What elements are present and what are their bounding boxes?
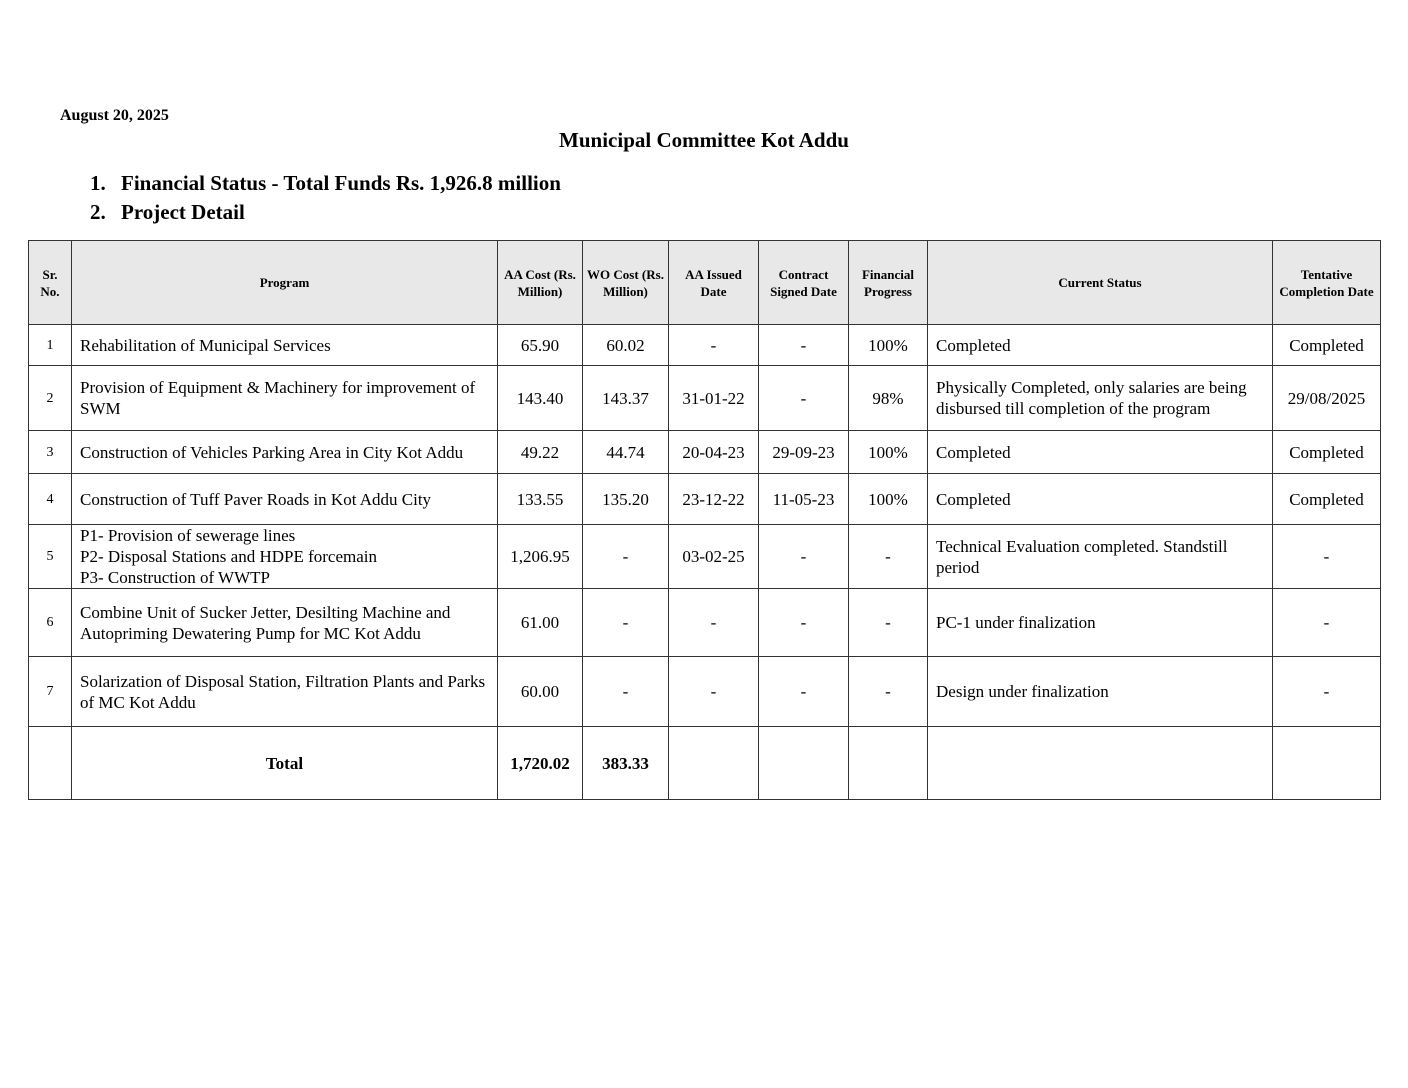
cell-current-status: Completed: [928, 325, 1273, 366]
cell-aa-cost: 65.90: [498, 325, 583, 366]
cell-sr-no: 6: [29, 589, 72, 657]
cell-sr-no: 7: [29, 657, 72, 727]
table-row: [29, 325, 1381, 366]
section-number: 1.: [90, 171, 106, 195]
project-detail-table: [28, 240, 1381, 800]
total-aa-cost: 1,720.02: [498, 727, 583, 800]
cell-program: Construction of Tuff Paver Roads in Kot Addu City: [72, 474, 498, 525]
cell-wo-cost: -: [583, 589, 669, 657]
program-line: P2- Disposal Stations and HDPE forcemain: [80, 547, 377, 566]
table-row: [29, 431, 1381, 474]
document-title: Municipal Committee Kot Addu: [559, 128, 849, 152]
program-line: P1- Provision of sewerage lines: [80, 526, 296, 545]
header-wo-cost: WO Cost (Rs. Million): [583, 241, 669, 325]
section-heading-project-detail: [90, 200, 245, 225]
cell-wo-cost: 143.37: [583, 366, 669, 431]
cell-aa-issued-date: 20-04-23: [669, 431, 759, 474]
cell-program: Rehabilitation of Municipal Services: [72, 325, 498, 366]
cell-contract-signed-date: -: [759, 325, 849, 366]
cell-sr-no: 1: [29, 325, 72, 366]
cell-wo-cost: -: [583, 525, 669, 589]
header-program: Program: [72, 241, 498, 325]
cell-program: Combine Unit of Sucker Jetter, Desilting Machine and Autopriming Dewatering Pump for MC Kot Addu: [72, 589, 498, 657]
cell-financial-progress: 98%: [849, 366, 928, 431]
cell-current-status: Completed: [928, 474, 1273, 525]
cell-program: Provision of Equipment & Machinery for improvement of SWM: [72, 366, 498, 431]
header-current-status: Current Status: [928, 241, 1273, 325]
header-aa-cost: AA Cost (Rs. Million): [498, 241, 583, 325]
table-total-row: [29, 727, 1381, 800]
section-heading-financial-status: [90, 171, 561, 196]
cell-aa-cost: 143.40: [498, 366, 583, 431]
cell-aa-issued-date: -: [669, 325, 759, 366]
table-row: [29, 474, 1381, 525]
cell-empty: [928, 727, 1273, 800]
cell-contract-signed-date: -: [759, 589, 849, 657]
document-date: August 20, 2025: [60, 107, 169, 124]
cell-aa-issued-date: -: [669, 657, 759, 727]
cell-contract-signed-date: -: [759, 525, 849, 589]
cell-wo-cost: -: [583, 657, 669, 727]
cell-aa-cost: 60.00: [498, 657, 583, 727]
cell-financial-progress: 100%: [849, 431, 928, 474]
cell-wo-cost: 135.20: [583, 474, 669, 525]
cell-aa-cost: 133.55: [498, 474, 583, 525]
cell-financial-progress: -: [849, 589, 928, 657]
cell-tentative-completion-date: -: [1273, 525, 1381, 589]
cell-wo-cost: 60.02: [583, 325, 669, 366]
cell-sr-no: 4: [29, 474, 72, 525]
cell-aa-issued-date: 31-01-22: [669, 366, 759, 431]
table-header-row: [29, 241, 1381, 325]
table-row: [29, 657, 1381, 727]
table-row: [29, 366, 1381, 431]
cell-aa-cost: 61.00: [498, 589, 583, 657]
cell-tentative-completion-date: -: [1273, 589, 1381, 657]
total-wo-cost: 383.33: [583, 727, 669, 800]
cell-empty: [849, 727, 928, 800]
cell-current-status: Technical Evaluation completed. Standstill period: [928, 525, 1273, 589]
cell-tentative-completion-date: 29/08/2025: [1273, 366, 1381, 431]
cell-financial-progress: 100%: [849, 474, 928, 525]
section-text: Financial Status - Total Funds Rs. 1,926.8 million: [121, 171, 561, 195]
cell-tentative-completion-date: Completed: [1273, 431, 1381, 474]
cell-current-status: Completed: [928, 431, 1273, 474]
header-sr-no: Sr. No.: [29, 241, 72, 325]
header-financial-progress: Financial Progress: [849, 241, 928, 325]
cell-financial-progress: 100%: [849, 325, 928, 366]
cell-contract-signed-date: -: [759, 366, 849, 431]
cell-aa-cost: 1,206.95: [498, 525, 583, 589]
cell-program: Construction of Vehicles Parking Area in City Kot Addu: [72, 431, 498, 474]
cell-current-status: Physically Completed, only salaries are being disbursed till completion of the program: [928, 366, 1273, 431]
cell-wo-cost: 44.74: [583, 431, 669, 474]
cell-empty: [29, 727, 72, 800]
cell-aa-issued-date: -: [669, 589, 759, 657]
cell-sr-no: 3: [29, 431, 72, 474]
cell-contract-signed-date: -: [759, 657, 849, 727]
cell-tentative-completion-date: -: [1273, 657, 1381, 727]
section-text: Project Detail: [121, 200, 245, 224]
cell-aa-issued-date: 23-12-22: [669, 474, 759, 525]
cell-financial-progress: -: [849, 525, 928, 589]
cell-contract-signed-date: 11-05-23: [759, 474, 849, 525]
cell-empty: [1273, 727, 1381, 800]
cell-empty: [669, 727, 759, 800]
cell-current-status: Design under finalization: [928, 657, 1273, 727]
cell-contract-signed-date: 29-09-23: [759, 431, 849, 474]
table-row: [29, 525, 1381, 589]
cell-tentative-completion-date: Completed: [1273, 325, 1381, 366]
header-tentative-completion-date: Tentative Completion Date: [1273, 241, 1381, 325]
cell-sr-no: 5: [29, 525, 72, 589]
cell-aa-issued-date: 03-02-25: [669, 525, 759, 589]
cell-program: Solarization of Disposal Station, Filtration Plants and Parks of MC Kot Addu: [72, 657, 498, 727]
cell-aa-cost: 49.22: [498, 431, 583, 474]
cell-current-status: PC-1 under finalization: [928, 589, 1273, 657]
program-line: P3- Construction of WWTP: [80, 568, 270, 587]
section-number: 2.: [90, 200, 106, 224]
cell-program: [72, 525, 498, 589]
cell-empty: [759, 727, 849, 800]
header-aa-issued-date: AA Issued Date: [669, 241, 759, 325]
table-row: [29, 589, 1381, 657]
cell-sr-no: 2: [29, 366, 72, 431]
header-contract-signed-date: Contract Signed Date: [759, 241, 849, 325]
cell-financial-progress: -: [849, 657, 928, 727]
total-label: Total: [72, 727, 498, 800]
cell-tentative-completion-date: Completed: [1273, 474, 1381, 525]
